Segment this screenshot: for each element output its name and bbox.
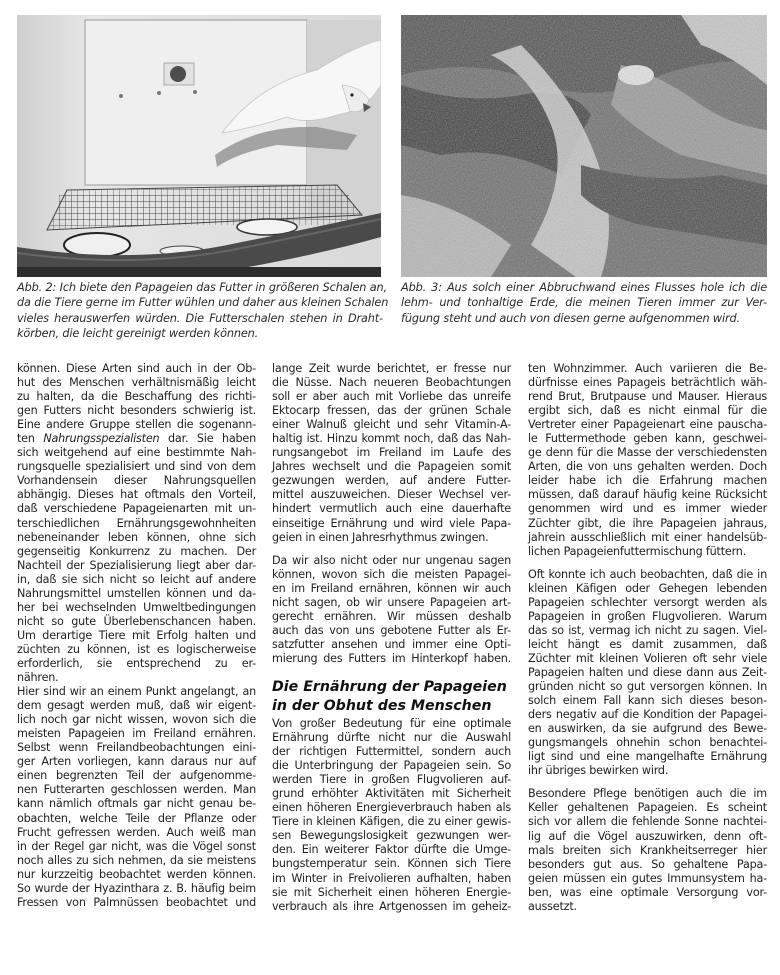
text-fragment: ten: [17, 432, 44, 446]
text-column-1: [17, 362, 256, 910]
text-line: nen Futterarten geschlossen werden. Man: [17, 783, 256, 797]
emphasized-term: Nahrungsspezialisten: [43, 432, 160, 446]
cockatoo-photo-image: [17, 15, 381, 277]
text-line: Papageien schlechter versorgt werden als: [528, 595, 767, 609]
paragraph: [272, 362, 511, 545]
text-line: obachten, welche Teile der Pflanze oder: [17, 811, 256, 825]
text-line: mals breiten sich Krankheitserreger hier: [528, 843, 767, 857]
text-line: ergibt sich, daß es nicht einmal für die: [528, 404, 767, 418]
text-line: [17, 432, 256, 446]
text-line: le Futtermethode geben kann, geschwei-: [528, 432, 767, 446]
paragraph-gap: [272, 666, 511, 675]
text-line: nähren.: [17, 671, 59, 685]
text-line: nicht sagen, ob wir unsere Papageien art-: [272, 595, 511, 609]
text-line: lichen Papageienfuttermischung füttern.: [528, 544, 747, 558]
caption-line: körben, die leicht gereinigt werden können.: [17, 326, 259, 340]
text-line: en auswirken, da sie aufgrund des Bewe-: [528, 722, 767, 736]
text-line: mierung des Futters im Hinterkopf haben.: [272, 651, 511, 665]
text-line: nicht so gute Überlebenschancen haben.: [17, 614, 256, 628]
paragraph: [528, 568, 767, 779]
text-line: ge denn für die Masse der verschiedensten: [528, 446, 767, 460]
text-line: auch das von uns gebotene Futter als Er-: [272, 623, 511, 637]
text-line: Oft konnte ich auch beobachten, daß die in: [528, 567, 767, 581]
paragraph: [528, 787, 767, 913]
text-line: ten Wohnzimmer. Auch variieren die Be-: [528, 362, 767, 375]
text-column-2: [272, 362, 511, 914]
text-line: das so ist, vermag ich nicht zu sagen. Viel-: [528, 623, 767, 637]
text-line: erforderlich, sie entsprechend zu er-: [17, 656, 256, 670]
text-line: ben, was eine optimale Versorgung vor-: [528, 885, 767, 899]
figure-3-photo: [401, 15, 767, 277]
text-line: Besondere Pflege benötigen auch die im: [528, 787, 767, 801]
text-line: sen Bewegungslosigkeit gezwungen wer-: [272, 829, 511, 843]
text-line: genommen wird und es immer wieder: [528, 502, 767, 516]
text-line: haltig ist. Hinzu kommt noch, daß das Nah-: [272, 432, 511, 446]
text-line: in, daß sie sich nicht so leicht auf andere: [17, 572, 256, 586]
text-line: daß verschiedene Papageienarten mit un-: [17, 502, 256, 516]
text-line: zu halten, da die Beschaffung des richti-: [17, 390, 256, 404]
text-line: ger Arten vorliegen, kann daraus nur auf: [17, 755, 256, 769]
text-line: So wurde der Hyazinthara z. B. häufig beim: [17, 881, 256, 895]
paragraph-gap: [528, 778, 767, 787]
text-line: mittel auszuweichen. Dieser Wechsel ver-: [272, 488, 511, 502]
text-line: Vorhandensein dieser Nahrungsquellen: [17, 474, 256, 488]
text-line: einen begrenzten Teil der aufgenomme-: [17, 769, 256, 783]
text-line: her bei wechselnden Umweltbedingungen: [17, 600, 256, 614]
caption-line: da die Tiere gerne im Futter wühlen und daher aus kleinen Schalen: [17, 296, 389, 310]
caption-line: vieles herauswerfen würden. Die Futterschalen stehen in Draht-: [17, 311, 383, 325]
text-line: Nahrungsmittel umstellen können und da-: [17, 586, 256, 600]
text-line: besonders gut aus. So gehaltene Papa-: [528, 857, 767, 871]
text-line: ihr übriges bewirken wird.: [528, 764, 669, 778]
text-line: soll er aber auch mit Vorliebe das unreife: [272, 390, 511, 404]
figure-2-caption: [17, 280, 389, 341]
text-line: gungsmangels ohnehin schon benachtei-: [528, 736, 767, 750]
figure-3-caption: [401, 280, 767, 326]
text-line: Frucht gefressen werden. Auch weiß man: [17, 825, 256, 839]
text-line: nebeneinander leben können, ohne sich: [17, 530, 256, 544]
text-line: Fressen von Palmnüssen beobachtet und: [17, 895, 256, 909]
text-line: die Unterbringung der Papageien sein. So: [272, 759, 511, 773]
paragraph: [17, 685, 256, 910]
text-line: der richtigen Futtermittel, sondern auch: [272, 745, 511, 759]
text-line: den. Ein weiterer Faktor dürfte die Umge-: [272, 843, 511, 857]
text-line: Ernährung dürfte nicht nur die Auswahl: [272, 731, 511, 745]
text-line: rend Brut, Brutpause und Mauser. Hieraus: [528, 390, 767, 404]
text-line: Jahres wechselt und die Papageien somit: [272, 460, 511, 474]
text-line: Eine andere Gruppe stellen die sogenann-: [17, 418, 256, 432]
text-line: ligt sind und eine mangelhafte Ernährung: [528, 750, 767, 764]
text-line: einer Walnuß gleicht und sehr Vitamin-A-: [272, 418, 511, 432]
text-line: rungsquelle spezialisiert und sind von dem: [17, 460, 256, 474]
text-line: gen Futters nicht besonders schwierig ist.: [17, 404, 256, 418]
paragraph: [17, 362, 256, 685]
text-line: Um derartige Tiere mit Erfolg halten und: [17, 628, 256, 642]
text-line: verbrauch als ihre Artgenossen im geheiz-: [272, 899, 511, 913]
text-line: werden Tiere in großen Flugvolieren auf-: [272, 773, 511, 787]
text-line: gegenseitig Konkurrenz zu machen. Der: [17, 544, 256, 558]
paragraph: [272, 554, 511, 666]
text-line: in der Regel gar nicht, was die Vögel sonst: [17, 839, 256, 853]
text-line: Züchter gibt, die ihre Papageien jahraus,: [528, 516, 767, 530]
text-line: einen höheren Energieverbrauch haben als: [272, 801, 511, 815]
text-line: rungsangebot im Freiland im Laufe des: [272, 446, 511, 460]
text-line: leider habe ich die Erfahrung machen: [528, 474, 767, 488]
text-fragment: dar. Sie haben: [159, 432, 256, 446]
figure-2-photo: [17, 15, 381, 277]
text-line: gezwungen werden, auf andere Futter-: [272, 474, 511, 488]
text-line: hut des Menschen verhältnismäßig leicht: [17, 376, 256, 390]
riverbank-photo-image: [401, 15, 767, 277]
text-line: geien müssen ein gutes Immunsystem ha-: [528, 871, 767, 885]
paragraph-gap: [528, 559, 767, 568]
text-line: einseitige Ernährung und wird viele Papa-: [272, 516, 511, 530]
text-line: Ektocarp fressen, das der grünen Schale: [272, 404, 511, 418]
paragraph: [272, 717, 511, 914]
text-line: aussetzt.: [528, 899, 577, 913]
paragraph: [528, 362, 767, 559]
text-line: können, wovon sich die meisten Papagei-: [272, 567, 511, 581]
text-line: leicht hängt es damit zusammen, daß: [528, 637, 767, 651]
text-line: können. Diese Arten sind auch in der Ob-: [17, 362, 256, 375]
text-line: Arten, die von uns gehalten werden. Doch: [528, 460, 767, 474]
text-line: meisten Papageien im Freiland ernähren.: [17, 727, 256, 741]
paragraph-gap: [272, 545, 511, 554]
text-line: müssen, daß darauf häufig keine Rücksicht: [528, 488, 767, 502]
text-line: abhängig. Dieses hat oftmals den Vorteil,: [17, 488, 256, 502]
text-line: jahrein ausschließlich mit einer handelsüb-: [528, 530, 767, 544]
text-line: grund erhöhter Aktivitäten mit Sicherheit: [272, 787, 511, 801]
text-line: solch einem Fall kann sich dieses beson-: [528, 694, 767, 708]
text-line: kann nämlich oftmals gar nicht genau be-: [17, 797, 256, 811]
text-line: züchten zu können, ist es logischerweise: [17, 642, 256, 656]
caption-line: Abb. 2: Ich biete den Papageien das Futter in größeren Schalen an,: [17, 281, 387, 294]
text-line: Tiere in kleinen Käfigen, die zu einer gewis-: [272, 815, 511, 829]
text-column-3: [528, 362, 767, 914]
text-line: dem gesagt werden muß, daß wir eigent-: [17, 699, 256, 713]
text-line: Nachteil der Spezialisierung liegt aber dar-: [17, 558, 256, 572]
text-line: dürfnisse eines Papageis beträchtlich wäh-: [528, 376, 767, 390]
text-line: Züchter mit kleinen Volieren oft sehr viele: [528, 651, 767, 665]
text-line: Von großer Bedeutung für eine optimale: [272, 716, 511, 730]
caption-line: Abb. 3: Aus solch einer Abbruchwand eines Flusses hole ich die: [401, 281, 767, 294]
text-line: Vertreter einer Papageienart eine pauscha-: [528, 418, 767, 432]
text-line: Papageien halten und diese dann aus Zeit-: [528, 665, 767, 679]
text-line: satzfutter ansehen und immer eine Opti-: [272, 637, 511, 651]
text-line: kleinen Käfigen oder Gehegen lebenden: [528, 581, 767, 595]
text-line: sie mit Sicherheit einen höheren Energie-: [272, 885, 511, 899]
text-line: Da wir also nicht oder nur ungenau sagen: [272, 553, 511, 567]
text-line: ders negativ auf die Kondition der Papagei-: [528, 708, 767, 722]
text-line: Hier sind wir an einem Punkt angelangt, an: [17, 685, 256, 699]
text-line: noch alles zu sich nehmen, da sie meistens: [17, 853, 256, 867]
text-line: hindert vermutlich auch eine dauerhafte: [272, 502, 511, 516]
caption-line: lehm- und tonhaltige Erde, die meinen Tieren immer zur Ver-: [401, 296, 767, 310]
text-line: lich noch gar nicht wissen, wovon sich die: [17, 713, 256, 727]
text-line: sich weitgehend auf eine bestimmte Nah-: [17, 446, 256, 460]
text-line: geien in einen Jahresrhythmus zwingen.: [272, 530, 489, 544]
text-line: sich vor allem die fehlende Sonne nachtei-: [528, 815, 767, 829]
caption-line: fügung steht und auch von diesen gerne aufgenommen wird.: [401, 311, 740, 325]
heading-line: Die Ernährung der Papageien: [272, 678, 507, 695]
text-line: nur kurzzeitig beobachtet werden können.: [17, 867, 256, 881]
text-line: gründen nicht so gut versorgen können. In: [528, 680, 767, 694]
text-line: Papageien in großen Flugvolieren. Warum: [528, 609, 767, 623]
text-line: Keller gehaltenen Papageien. Es scheint: [528, 801, 767, 815]
text-line: bungstemperatur sein. Können sich Tiere: [272, 857, 511, 871]
text-line: lig auf die Vögel auszuwirken, denn oft-: [528, 829, 767, 843]
section-heading: [272, 679, 511, 715]
text-line: die Nüsse. Nach neueren Beobachtungen: [272, 376, 511, 390]
text-line: im Winter in Freivolieren aufhalten, haben: [272, 871, 511, 885]
text-line: gerecht ernähren. Wir müssen deshalb: [272, 609, 511, 623]
text-line: terschiedlichen Ernährungsgewohnheiten: [17, 516, 256, 530]
text-line: Selbst wenn Freilandbeobachtungen eini-: [17, 741, 256, 755]
text-line: en im Freiland ernähren, können wir auch: [272, 581, 511, 595]
text-line: lange Zeit wurde berichtet, er fresse nur: [272, 362, 511, 375]
heading-line: in der Obhut des Menschen: [272, 697, 492, 714]
